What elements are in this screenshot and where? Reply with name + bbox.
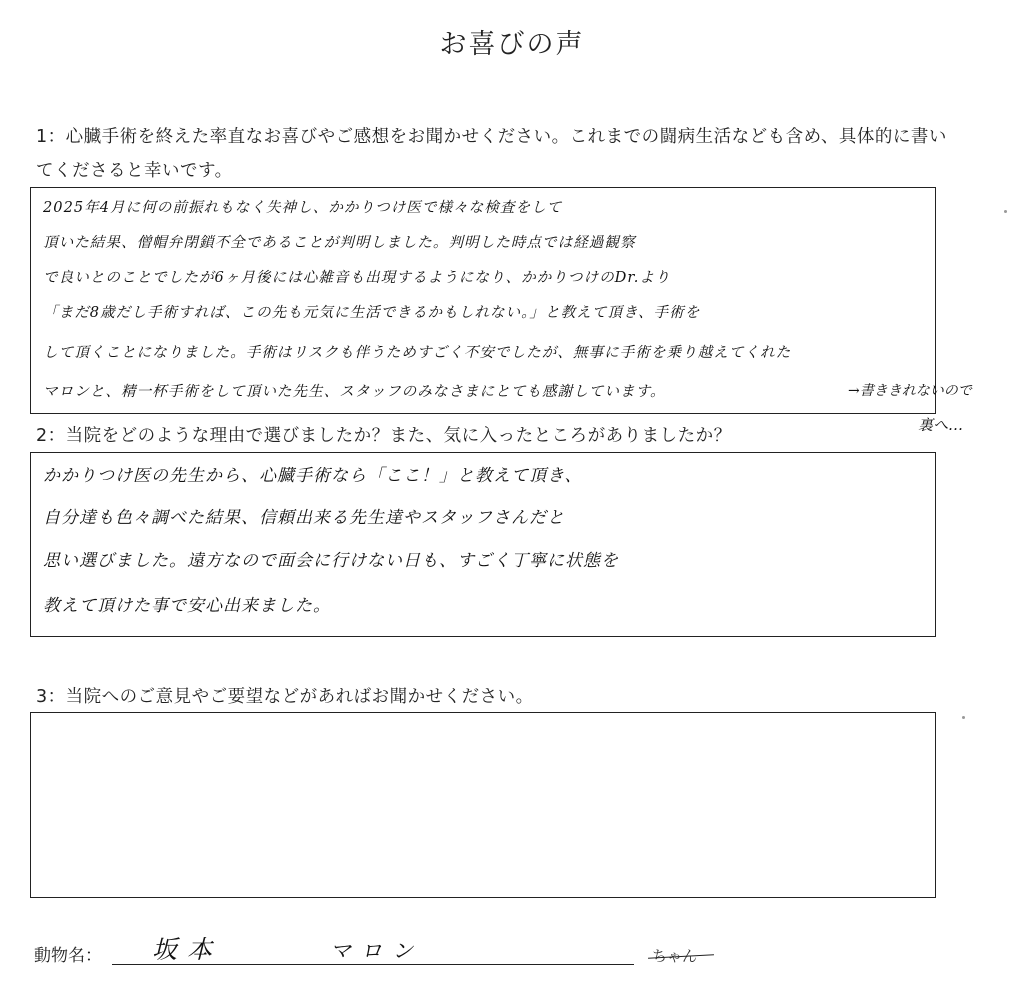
form-title: お喜びの声: [439, 29, 585, 60]
overflow-note: →書ききれないので: [848, 383, 972, 399]
name-suffix: ちゃん: [652, 947, 698, 965]
answer-2-line: かかりつけ医の先生から、心臓手術なら「ここ！」と教えて頂き、: [43, 466, 583, 486]
scan-speck: [962, 716, 965, 719]
pet-name: マロン: [330, 939, 423, 963]
answer-1-line: マロンと、精一杯手術をして頂いた先生、スタッフのみなさまにとても感謝しています。: [43, 383, 666, 400]
answer-1-line: して頂くことになりました。手術はリスクも伴うためすごく不安でしたが、無事に手術を乗り越えてくれた: [43, 344, 792, 361]
overflow-note-continued: 裏へ…: [918, 416, 964, 434]
question-1-text: 1：心臓手術を終えた率直なお喜びやご感想をお聞かせください。これまでの闘病生活なども含め、具体的に書いてくださると幸いです。: [36, 127, 947, 181]
answer-box-2: [30, 452, 936, 637]
question-3-text: 3：当院へのご意見やご要望などがあればお聞かせください。: [36, 687, 534, 707]
question-2-text: 2：当院をどのような理由で選びましたか？また、気に入ったところがありましたか？: [36, 426, 732, 446]
answer-1-line: 頂いた結果、僧帽弁閉鎖不全であることが判明しました。判明した時点では経過観察: [43, 234, 636, 251]
answer-1-line: 2025年4月に何の前振れもなく失神し、かかりつけ医で様々な検査をして: [43, 199, 563, 216]
animal-name-label: 動物名：: [34, 946, 102, 966]
answer-1-line: で良いとのことでしたが6ヶ月後には心雑音も出現するようになり、かかりつけのDr.より: [43, 269, 671, 286]
answer-box-1: [30, 187, 936, 414]
answer-1-line: 「まだ8歳だし手術すれば、この先も元気に生活できるかもしれない。」と教えて頂き、手術を: [43, 304, 701, 321]
answer-2-line: 思い選びました。遠方なので面会に行けない日も、すごく丁寧に状態を: [43, 551, 619, 571]
answer-2-line: 自分達も色々調べた結果、信頼出来る先生達やスタッフさんだと: [43, 508, 565, 528]
owner-surname: 坂本: [152, 935, 223, 964]
scan-speck: [1004, 210, 1007, 213]
answer-2-line: 教えて頂けた事で安心出来ました。: [43, 596, 331, 616]
answer-box-3: [30, 712, 936, 898]
